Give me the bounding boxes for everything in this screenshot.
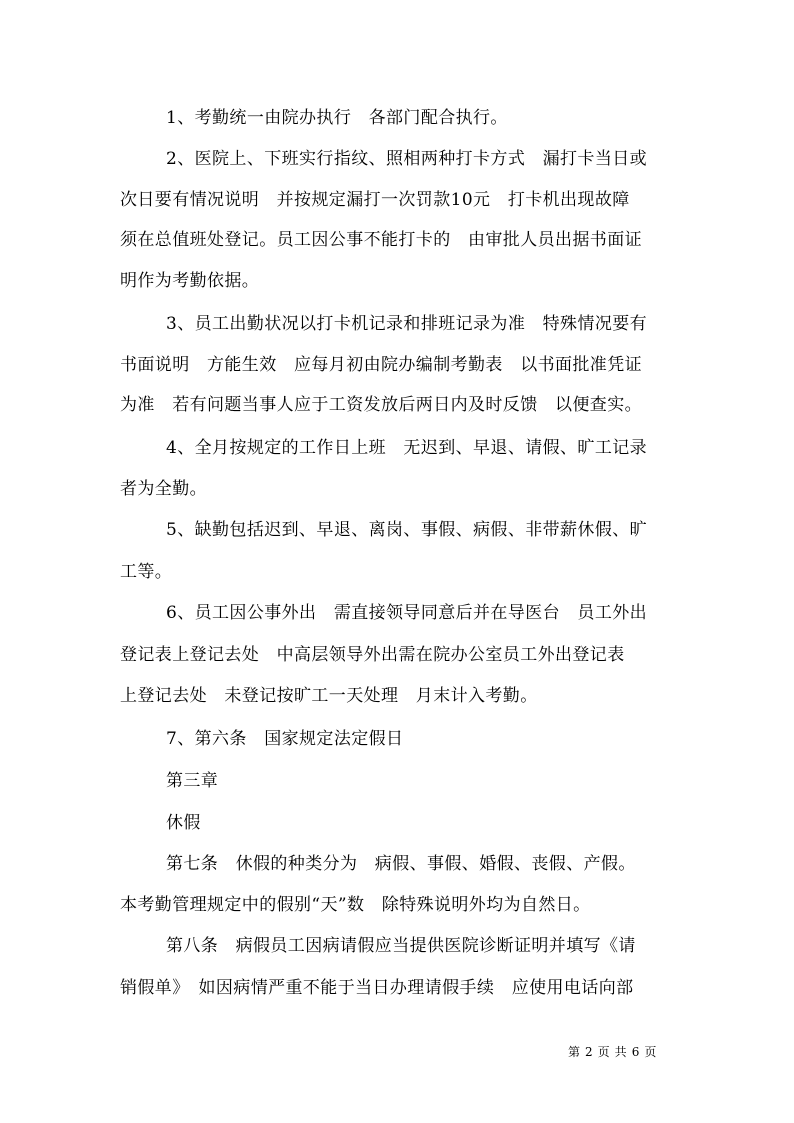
line-14: 登记表上登记去处 中高层领导外出需在院办公室员工外出登记表 (120, 645, 625, 665)
line-8: 为准 若有问题当事人应于工资发放后两日内及时反馈 以便查实。 (120, 395, 642, 415)
page-number-footer: 第 2 页 共 6 页 (568, 1045, 657, 1059)
line-3: 次日要有情况说明 并按规定漏打一次罚款10元 打卡机出现故障 (120, 190, 630, 210)
line-4: 须在总值班处登记。员工因公事不能打卡的 由审批人员出据书面证 (120, 230, 642, 250)
line-10: 者为全勤。 (120, 479, 207, 499)
line-15: 上登记去处 未登记按旷工一天处理 月末计入考勤。 (120, 686, 538, 706)
line-2: 2、医院上、下班实行指纹、照相两种打卡方式 漏打卡当日或 (166, 149, 648, 169)
line-7: 书面说明 方能生效 应每月初由院办编制考勤表 以书面批准凭证 (120, 355, 642, 375)
line-13: 6、员工因公事外出 需直接领导同意后并在导医台 员工外出 (166, 603, 648, 623)
line-9: 4、全月按规定的工作日上班 无迟到、早退、请假、旷工记录 (166, 438, 648, 458)
line-6: 3、员工出勤状况以打卡机记录和排班记录为准 特殊情况要有 (166, 314, 648, 334)
section-heading: 休假 (166, 813, 201, 833)
line-22: 销假单》 如因病情严重不能于当日办理请假手续 应使用电话向部 (120, 978, 634, 998)
line-1: 1、考勤统一由院办执行 各部门配合执行。 (166, 108, 508, 128)
line-19: 第七条 休假的种类分为 病假、事假、婚假、丧假、产假。 (166, 854, 636, 874)
line-20: 本考勤管理规定中的假别“天”数 除特殊说明外均为自然日。 (120, 895, 591, 915)
line-12: 工等。 (120, 562, 173, 582)
line-16: 7、第六条 国家规定法定假日 (166, 729, 404, 749)
chapter-heading: 第三章 (166, 771, 219, 791)
line-11: 5、缺勤包括迟到、早退、离岗、事假、病假、非带薪休假、旷 (166, 520, 648, 540)
line-21: 第八条 病假员工因病请假应当提供医院诊断证明并填写《请 (166, 936, 636, 956)
line-5: 明作为考勤依据。 (120, 271, 260, 291)
